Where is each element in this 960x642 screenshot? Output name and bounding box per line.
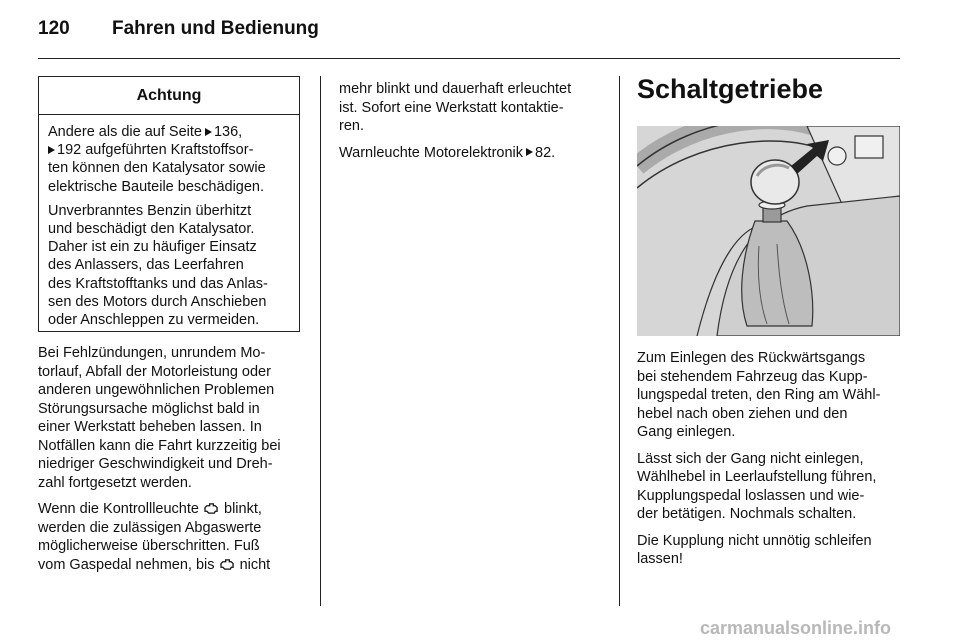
paragraph-engine-electronics-ref	[339, 144, 605, 163]
paragraph-control-lamp	[38, 500, 304, 574]
text-line: blinkt,	[224, 501, 262, 517]
page-ref-link[interactable]: 192 aufgeführten Kraftstoffsor-	[57, 142, 254, 159]
paragraph-misfire	[38, 344, 304, 492]
text-line: Gang einlegen.	[637, 424, 736, 440]
left-column	[38, 344, 304, 582]
page-number: 120	[38, 18, 70, 39]
warning-paragraph-1	[48, 123, 291, 196]
text-line: hebel nach oben ziehen und den	[637, 405, 848, 422]
column-divider	[619, 76, 620, 606]
text-line: Warnleuchte Motorelektronik	[339, 144, 524, 161]
text-line: sen des Motors durch Anschieben	[48, 293, 267, 310]
text-line: und beschädigt den Katalysator.	[48, 221, 255, 238]
warning-body	[39, 115, 299, 329]
text-line: Störungsursache möglichst bald in	[38, 400, 260, 417]
page-ref-arrow-icon	[205, 128, 212, 136]
text-line: mehr blinkt und dauerhaft erleuchtet	[339, 81, 572, 97]
text-line: der betätigen. Nochmals schalten.	[637, 506, 857, 522]
text-line: lungspedal treten, den Ring am Wähl-	[637, 387, 881, 403]
text-line: werden die zulässigen Abgaswerte	[38, 519, 262, 536]
page-ref-link[interactable]: 82.	[535, 144, 556, 161]
text-line: Wenn die Kontrollleuchte	[38, 501, 199, 517]
chapter-title: Schaltgetriebe	[637, 74, 824, 104]
text-line: vom Gaspedal nehmen, bis	[38, 556, 215, 573]
text-line: zahl fortgesetzt werden.	[38, 474, 192, 491]
text-line: Unverbranntes Benzin überhitzt	[48, 202, 252, 219]
paragraph-clutch-note	[637, 532, 903, 569]
warning-text: ten können den Katalysator sowie	[48, 160, 266, 177]
engine-warning-lamp-icon	[220, 558, 235, 571]
paragraph-continuation	[339, 80, 605, 136]
warning-text: elektrische Bauteile beschädigen.	[48, 178, 265, 195]
gear-lever-illustration	[637, 126, 900, 336]
warning-paragraph-2	[48, 202, 291, 329]
middle-column	[339, 80, 605, 170]
text-line: Notfällen kann die Fahrt kurzzeitig bei	[38, 437, 281, 454]
text-line: torlauf, Abfall der Motorleistung oder	[38, 363, 271, 380]
warning-text: Andere als die auf Seite	[48, 124, 202, 140]
text-line: niedriger Geschwindigkeit und Dreh-	[38, 456, 273, 472]
header-rule	[38, 58, 900, 59]
text-line: des Kraftstofftanks und das Anlas-	[48, 275, 268, 292]
column-divider	[320, 76, 321, 606]
engine-warning-lamp-icon	[204, 502, 219, 515]
warning-box	[38, 76, 300, 332]
text-line: anderen ungewöhnlichen Problemen	[38, 382, 275, 398]
text-line: Daher ist ein zu häufiger Einsatz	[48, 239, 257, 256]
paragraph-reverse-gear	[637, 349, 903, 442]
page-ref-arrow-icon	[526, 148, 533, 156]
text-line: ist. Sofort eine Werkstatt kontaktie-	[339, 99, 564, 116]
text-line: ren.	[339, 118, 364, 134]
section-title: Fahren und Bedienung	[112, 18, 319, 39]
text-line: lassen!	[637, 551, 683, 567]
text-line: Lässt sich der Gang nicht einlegen,	[637, 450, 864, 467]
text-line: bei stehendem Fahrzeug das Kupp-	[637, 368, 868, 385]
text-line: Bei Fehlzündungen, unrundem Mo-	[38, 345, 266, 361]
text-line: des Anlassers, das Leerfahren	[48, 257, 244, 274]
text-line: Wählhebel in Leerlaufstellung führen,	[637, 469, 877, 485]
text-line: möglicherweise überschritten. Fuß	[38, 538, 260, 554]
text-line: Kupplungspedal loslassen und wie-	[637, 487, 865, 504]
page-ref-link[interactable]: 136,	[213, 124, 243, 140]
paragraph-gear-not-engaging	[637, 450, 903, 524]
text-line: Die Kupplung nicht unnötig schleifen	[637, 532, 872, 549]
text-line: oder Anschleppen zu vermeiden.	[48, 312, 260, 329]
text-line: nicht	[239, 556, 271, 573]
text-line: Zum Einlegen des Rückwärtsgangs	[637, 350, 866, 366]
gearshift-drawing	[637, 126, 900, 336]
text-line: einer Werkstatt beheben lassen. In	[38, 419, 262, 435]
watermark: carmanualsonline.info	[700, 618, 892, 638]
page-ref-arrow-icon	[48, 146, 55, 154]
right-column	[637, 349, 903, 577]
warning-title: Achtung	[39, 77, 299, 115]
